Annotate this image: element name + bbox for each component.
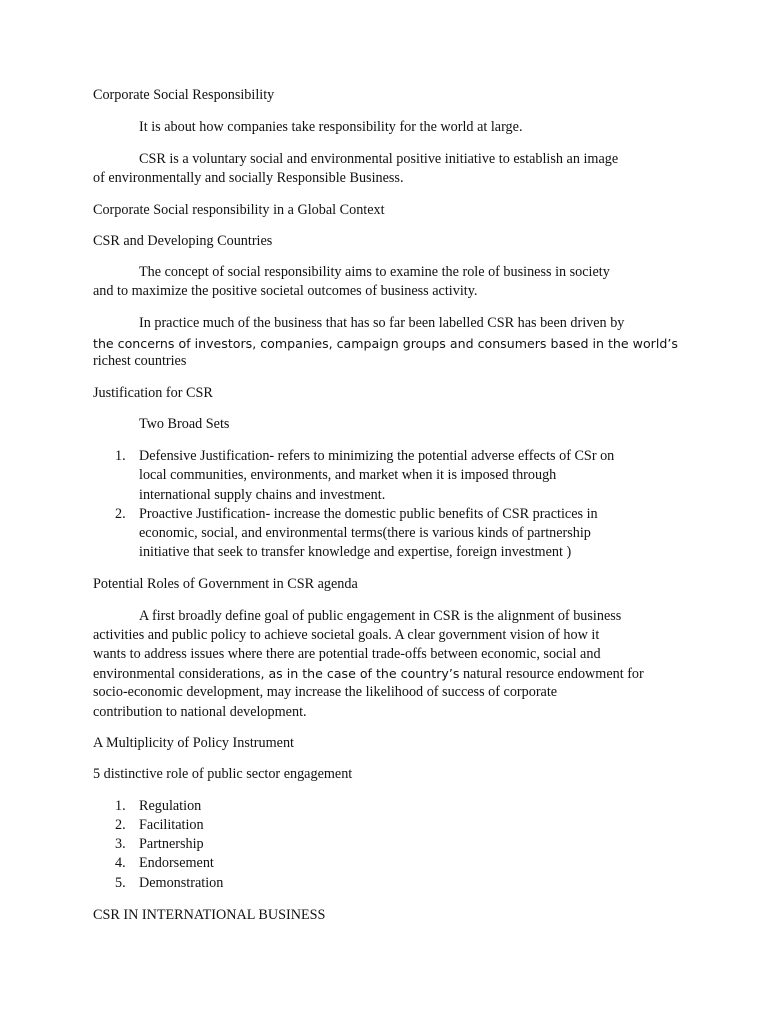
list-item-demonstration: Demonstration: [139, 875, 224, 891]
roles-line-4-part-a: environmental considerations: [93, 666, 261, 682]
concept-paragraph-line-2: and to maximize the positive societal outcomes of business activity.: [93, 283, 478, 299]
roles-paragraph-line-5: socio-economic development, may increase the likelihood of success of corporate: [93, 684, 558, 700]
list-number: 2.: [115, 817, 126, 833]
list-number: 1.: [115, 798, 126, 814]
practice-paragraph-line-1: In practice much of the business that has so far been labelled CSR has been driven by: [139, 315, 625, 331]
roles-paragraph-line-3: wants to address issues where there are potential trade-offs between economic, social and: [93, 646, 601, 662]
concept-paragraph-line-1: The concept of social responsibility aims to examine the role of business in society: [139, 264, 610, 280]
heading-government-roles: Potential Roles of Government in CSR agenda: [93, 576, 358, 592]
list-number: 4.: [115, 855, 126, 871]
list-item-proactive-line-2: economic, social, and environmental terms(there is various kinds of partnership: [139, 525, 591, 541]
list-item-regulation: Regulation: [139, 798, 202, 814]
list-item-partnership: Partnership: [139, 836, 204, 852]
list-item-proactive-line-1: Proactive Justification- increase the domestic public benefits of CSR practices in: [139, 506, 598, 522]
list-item-endorsement: Endorsement: [139, 855, 214, 871]
list-number: 2.: [115, 506, 126, 522]
heading-international-business: CSR IN INTERNATIONAL BUSINESS: [93, 907, 326, 923]
heading-justification: Justification for CSR: [93, 385, 213, 401]
practice-paragraph-line-3: richest countries: [93, 353, 187, 369]
document-title: Corporate Social Responsibility: [93, 87, 275, 103]
list-item-proactive-line-3: initiative that seek to transfer knowledge and expertise, foreign investment ): [139, 544, 572, 560]
five-roles-heading: 5 distinctive role of public sector engagement: [93, 766, 353, 782]
roles-paragraph-line-1: A first broadly define goal of public engagement in CSR is the alignment of business: [139, 608, 622, 624]
list-number: 1.: [115, 448, 126, 464]
list-number: 5.: [115, 875, 126, 891]
heading-multiplicity: A Multiplicity of Policy Instrument: [93, 735, 294, 751]
list-number: 3.: [115, 836, 126, 852]
heading-global-context: Corporate Social responsibility in a Global Context: [93, 202, 385, 218]
practice-paragraph-line-2: the concerns of investors, companies, campaign groups and consumers based in the world’s: [93, 336, 678, 351]
list-item-defensive-line-3: international supply chains and investment.: [139, 487, 386, 503]
list-item-defensive-line-2: local communities, environments, and market when it is imposed through: [139, 467, 557, 483]
roles-paragraph-line-6: contribution to national development.: [93, 704, 307, 720]
intro-paragraph-2-line-1: CSR is a voluntary social and environmental positive initiative to establish an image: [139, 151, 619, 167]
roles-line-4-part-c: natural resource endowment for: [459, 666, 644, 682]
list-item-defensive-line-1: Defensive Justification- refers to minimizing the potential adverse effects of CSr on: [139, 448, 615, 464]
list-item-facilitation: Facilitation: [139, 817, 204, 833]
roles-paragraph-line-4: [93, 664, 644, 684]
roles-paragraph-line-2: activities and public policy to achieve societal goals. A clear government vision of how it: [93, 627, 600, 643]
two-broad-sets: Two Broad Sets: [139, 416, 230, 432]
intro-paragraph-2-line-2: of environmentally and socially Responsible Business.: [93, 170, 404, 186]
heading-developing-countries: CSR and Developing Countries: [93, 233, 273, 249]
intro-paragraph-1: It is about how companies take responsibility for the world at large.: [139, 119, 523, 135]
roles-line-4-part-b: , as in the case of the country’s: [260, 666, 460, 681]
